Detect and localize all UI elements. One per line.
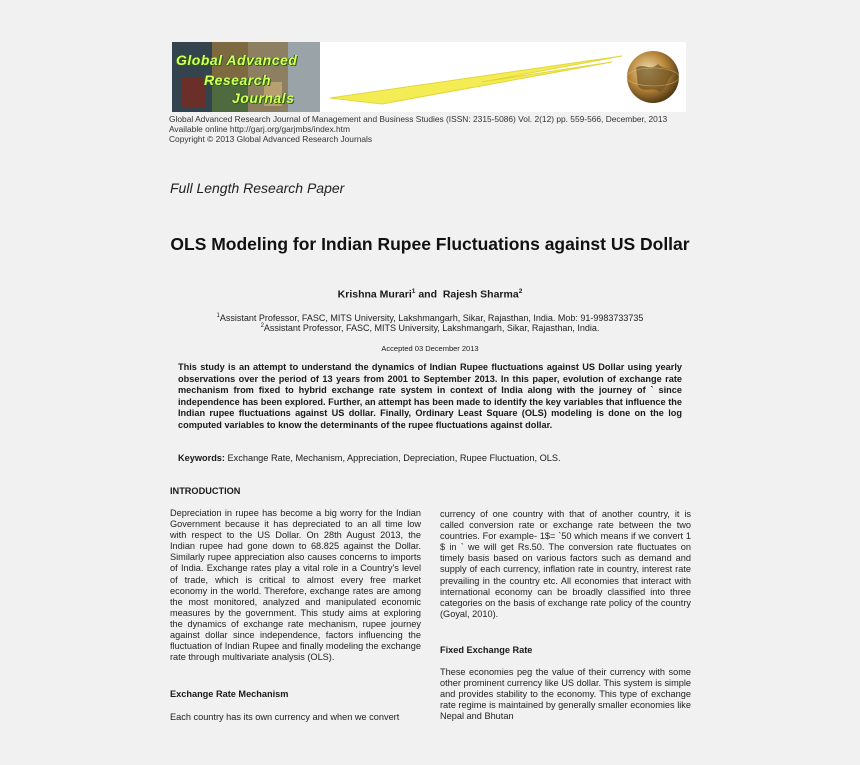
heading-fixed-exchange-rate: Fixed Exchange Rate	[440, 645, 533, 655]
accepted-date: Accepted 03 December 2013	[381, 344, 479, 353]
keywords-text: Exchange Rate, Mechanism, Appreciation, Depreciation, Rupee Fluctuation, OLS.	[224, 453, 561, 463]
journal-copyright: Copyright © 2013 Global Advanced Research Journals	[169, 134, 373, 144]
keywords	[178, 453, 682, 463]
heading-introduction: INTRODUCTION	[170, 486, 241, 496]
author-1-sup: 1	[411, 288, 416, 295]
authors	[0, 288, 860, 301]
author-1: Krishna Murari	[337, 288, 412, 301]
journal-citation: Global Advanced Research Journal of Management and Business Studies (ISSN: 2315-5086) Vol. 2(12) pp. 559-566, December, 2013	[169, 114, 668, 124]
intro-paragraph: Depreciation in rupee has become a big worry for the Indian Government because it has depreciated to an all time low with respect to the US Dollar. On 28th August 2013, the Indian rupee had gone down to 68.825 against the Dollar. Similarly rupee appreciation also causes concerns to imports of India. Exchange rates play a vital role in a Country's level of trade, which is critical to almost every free market economy in the world. Therefore, exchange rates are among the most monitored, analyzed and manipulated economic measures by the government. This study aims at exploring the dynamics of exchange rate mechanism, rupee journey against dollar since independence, factors influencing the fluctuation of Indian Rupee and finally modeling the exchange rate through multivariate analysis (OLS).	[170, 508, 421, 663]
affiliation-1-sup: 1	[216, 313, 220, 319]
brand-line-3: Journals	[232, 90, 295, 106]
brand-line-1: Global Advanced	[176, 52, 298, 68]
journal-banner	[172, 42, 686, 112]
keywords-label: Keywords:	[178, 453, 225, 463]
affiliation-2-sup: 2	[260, 323, 264, 329]
paper-type: Full Length Research Paper	[170, 180, 345, 196]
author-joiner: and	[415, 288, 443, 301]
affiliation-1	[0, 313, 860, 323]
abstract: This study is an attempt to understand the dynamics of Indian Rupee fluctuations against US Dollar using yearly observations over the period of 13 years from 2001 to September 2013. In this paper, evolution of exchange rate mechanism from fixed to hybrid exchange rate system in context of India along with the journey of ` since independence has been explored. Further, an attempt has been made to identify the key variables that influence the Indian rupee fluctuations against US dollar. Finally, Ordinary Least Square (OLS) modeling is done on the log computed variables to know the determinants of the rupee fluctuations against dollar.	[178, 362, 682, 430]
right-paragraph-2: These economies peg the value of their currency with some other prominent currency like US dollar. This system is simple and provides stability to the economy. This type of exchange rate regime is maintained by generally smaller economies like Nepal and Bhutan	[440, 667, 691, 722]
journal-url: Available online http://garj.org/garjmbs/index.htm	[169, 124, 350, 134]
heading-exchange-rate-mechanism: Exchange Rate Mechanism	[170, 689, 289, 699]
brand-line-2: Research	[204, 72, 272, 88]
paper-title: OLS Modeling for Indian Rupee Fluctuations against US Dollar	[170, 234, 690, 254]
mechanism-paragraph: Each country has its own currency and when we convert	[170, 712, 400, 722]
lightning-bolt-icon	[322, 42, 622, 112]
affiliation-2	[0, 323, 860, 333]
affiliation-1-text: Assistant Professor, FASC, MITS University, Lakshmangarh, Sikar, Rajasthan, India. Mob: 91-9983733735	[219, 313, 644, 323]
affiliation-2-text: Assistant Professor, FASC, MITS University, Lakshmangarh, Sikar, Rajasthan, India.	[263, 323, 600, 333]
globe-icon	[624, 48, 682, 106]
right-paragraph-1: currency of one country with that of another country, it is called conversion rate or exchange rate between the two countries. For example- 1$= `50 which means if we convert 1 $ in ` we will get Rs.50. The conversion rate fluctuates on timely basis based on various factors such as demand and supply of each currency, inflation rate in country, interest rate prevailing in the country etc. All economies that interact with international economy can be broadly classified into three categories on the basis of exchange rate policy of the country (Goyal, 2010).	[440, 509, 691, 619]
author-2: Rajesh Sharma	[442, 288, 519, 301]
author-2-sup: 2	[518, 288, 523, 295]
